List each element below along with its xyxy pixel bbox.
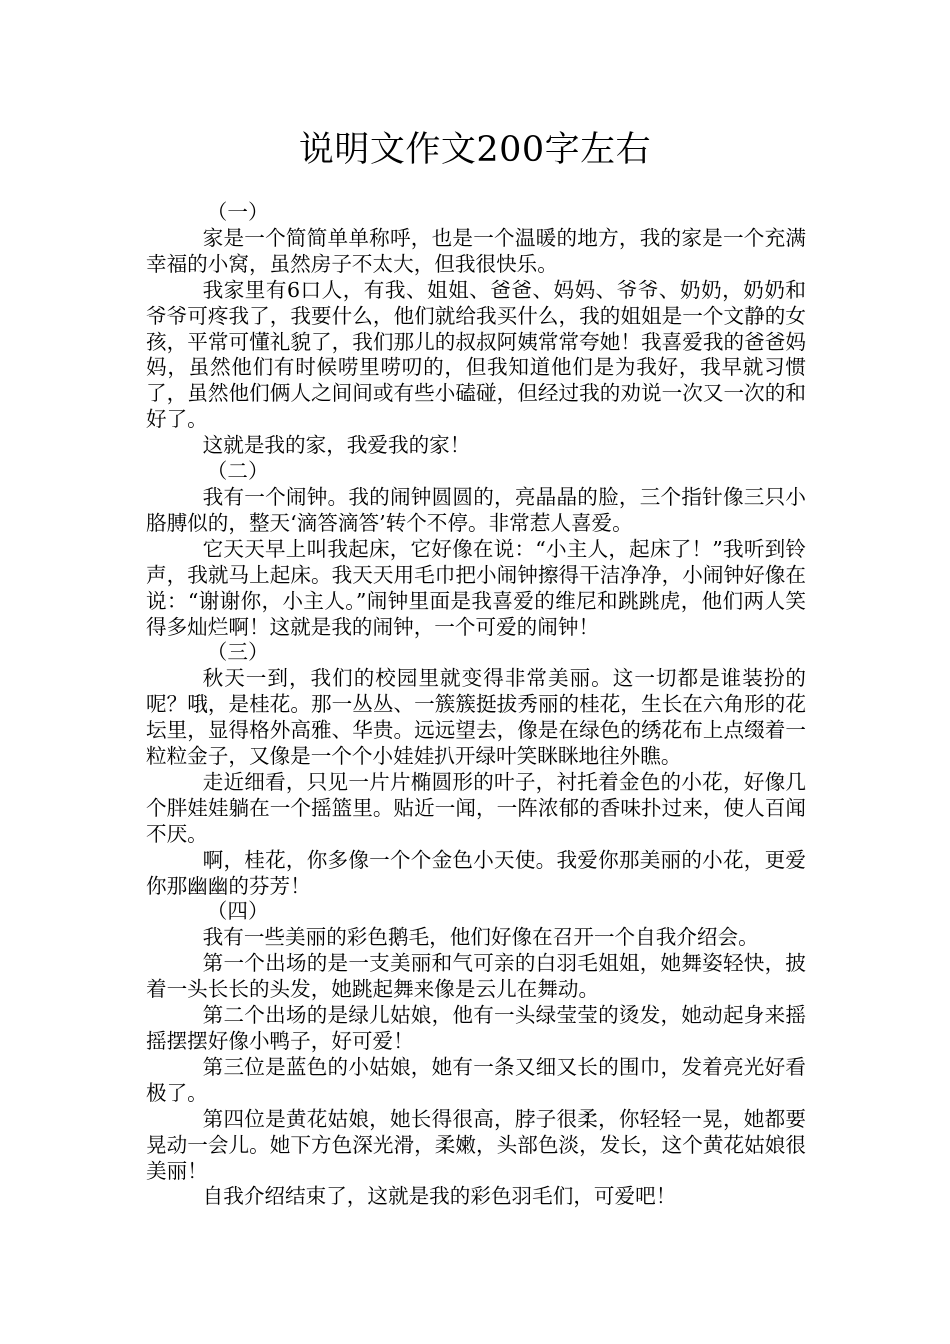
paragraph: 第一个出场的是一支美丽和气可亲的白羽毛姐姐，她舞姿轻快，披着一头长长的头发，她跳起舞来像是云儿在舞动。 (146, 951, 806, 1002)
document-title: 说明文作文200字左右 (298, 130, 652, 170)
paragraph: 它天天早上叫我起床，它好像在说：“小主人，起床了！”我听到铃声，我就马上起床。我天天用毛巾把小闹钟擦得干洁净净，小闹钟好像在说：“谢谢你，小主人。”闹钟里面是我喜爱的维尼和跳跳虎，他们两人笑得多灿烂啊！这就是我的闹钟，一个可爱的闹钟！ (146, 536, 806, 639)
paragraph: 第二个出场的是绿儿姑娘，他有一头绿莹莹的烫发，她动起身来摇摇摆摆好像小鸭子，好可爱！ (146, 1003, 806, 1053)
paragraph: 我有一个闹钟。我的闹钟圆圆的，亮晶晶的脸，三个指针像三只小胳膊似的，整天‘滴答滴答’转个不停。非常惹人喜爱。 (146, 484, 806, 535)
section-heading: （四） (206, 899, 269, 924)
paragraph: 我有一些美丽的彩色鹅毛，他们好像在召开一个自我介绍会。 (202, 925, 759, 950)
document-body (146, 200, 806, 1210)
paragraph: 家是一个简简单单称呼，也是一个温暖的地方，我的家是一个充满幸福的小窝，虽然房子不太大，但我很快乐。 (146, 225, 806, 276)
section-heading: （二） (206, 459, 269, 484)
paragraph: 自我介绍结束了，这就是我的彩色羽毛们，可爱吧！ (202, 1184, 677, 1209)
paragraph: 第四位是黄花姑娘，她长得很高，脖子很柔，你轻轻一晃，她都要晃动一会儿。她下方色深光滑，柔嫩，头部色淡，发长，这个黄花姑娘很美丽！ (146, 1106, 806, 1183)
section-heading: （一） (206, 200, 269, 224)
paragraph: 第三位是蓝色的小姑娘，她有一条又细又长的围巾，发着亮光好看极了。 (146, 1054, 806, 1105)
paragraph: 这就是我的家，我爱我的家！ (202, 433, 471, 458)
paragraph: 我家里有6口人，有我、姐姐、爸爸、妈妈、爷爷、奶奶，奶奶和爷爷可疼我了，我要什么，他们就给我买什么，我的姐姐是一个文静的女孩，平常可懂礼貌了，我们那儿的叔叔阿姨常常夸她！我喜爱我的爸爸妈妈，虽然他们有时候唠里唠叨的，但我知道他们是为我好，我早就习惯了，虽然他们俩人之间间或有些小磕碰，但经过我的劝说一次又一次的和好了。 (146, 277, 806, 432)
paragraph: 走近细看，只见一片片椭圆形的叶子，衬托着金色的小花，好像几个胖娃娃躺在一个摇篮里。贴近一闻，一阵浓郁的香味扑过来，使人百闻不厌。 (146, 769, 806, 846)
paragraph: 啊，桂花，你多像一个个金色小天使。我爱你那美丽的小花，更爱你那幽幽的芬芳！ (146, 847, 806, 898)
paragraph: 秋天一到，我们的校园里就变得非常美丽。这一切都是谁装扮的呢？哦，是桂花。那一丛丛、一簇簇挺拔秀丽的桂花，生长在六角形的花坛里，显得格外高雅、华贵。远远望去，像是在绿色的绣花布上点缀着一粒粒金子，又像是一个个小娃娃扒开绿叶笑眯眯地往外瞧。 (146, 666, 806, 769)
section-heading: （三） (206, 640, 269, 665)
